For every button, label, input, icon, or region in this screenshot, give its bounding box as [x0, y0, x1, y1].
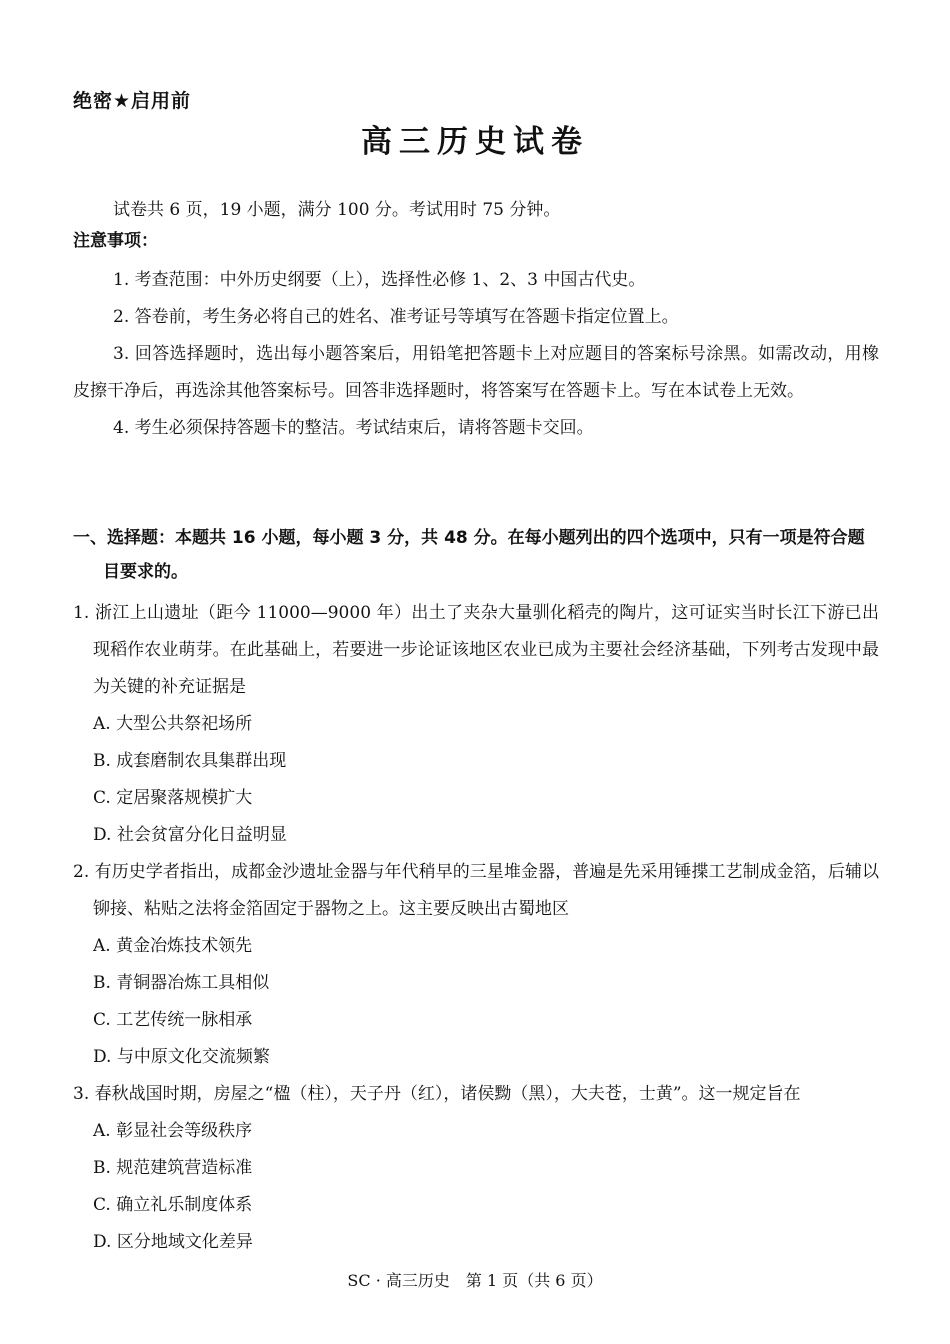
option-a: A. 彰显社会等级秩序: [93, 1121, 253, 1141]
notice-list: [73, 262, 879, 447]
option-b: B. 成套磨制农具集群出现: [93, 751, 287, 771]
option-d: D. 社会贫富分化日益明显: [93, 825, 287, 845]
option-c: C. 定居聚落规模扩大: [93, 788, 253, 808]
notice-item: 3. 回答选择题时，选出每小题答案后，用铅笔把答题卡上对应题目的答案标号涂黑。如需改动，用橡皮擦干净后，再选涂其他答案标号。回答非选择题时，将答案写在答题卡上。写在本试卷上无效。: [73, 344, 879, 401]
question-2: [73, 854, 879, 1076]
notice-item: 4. 考生必须保持答题卡的整洁。考试结束后，请将答题卡交回。: [113, 418, 594, 438]
section-heading: 一、选择题：本题共 16 小题，每小题 3 分，共 48 分。在每小题列出的四个选项中，只有一项是符合题目要求的。: [73, 528, 865, 582]
notice-item: 2. 答卷前，考生务必将自己的姓名、准考证号等填写在答题卡指定位置上。: [113, 307, 679, 327]
option-a: A. 大型公共祭祀场所: [93, 714, 253, 734]
question-1: [73, 595, 879, 854]
question-stem: 1. 浙江上山遗址（距今 11000—9000 年）出土了夹杂大量驯化稻壳的陶片，这可证实当时长江下游已出现稻作农业萌芽。在此基础上，若要进一步论证该地区农业已成为主要社会经济基础，下列考古发现中最为关键的补充证据是: [73, 603, 879, 697]
notice-item: 1. 考查范围：中外历史纲要（上），选择性必修 1、2、3 中国古代史。: [113, 270, 646, 290]
option-d: D. 与中原文化交流频繁: [93, 1047, 270, 1067]
option-c: C. 工艺传统一脉相承: [93, 1010, 253, 1030]
question-stem: 2. 有历史学者指出，成都金沙遗址金器与年代稍早的三星堆金器，普遍是先采用锤揲工艺制成金箔，后辅以铆接、粘贴之法将金箔固定于器物之上。这主要反映出古蜀地区: [73, 862, 879, 919]
question-list: [73, 595, 879, 1261]
notice-heading: 注意事项：: [73, 231, 158, 251]
confidential-label: 绝密★启用前: [73, 90, 192, 112]
option-c: C. 确立礼乐制度体系: [93, 1195, 253, 1215]
option-b: B. 青铜器冶炼工具相似: [93, 973, 270, 993]
option-a: A. 黄金冶炼技术领先: [93, 936, 253, 956]
exam-intro: 试卷共 6 页，19 小题，满分 100 分。考试用时 75 分钟。: [113, 200, 561, 220]
question-3: [73, 1076, 879, 1261]
question-stem: 3. 春秋战国时期，房屋之“楹（柱），天子丹（红），诸侯黝（黑），大夫苍，士黄”。这一规定旨在: [73, 1084, 801, 1104]
page-footer: SC · 高三历史 第 1 页（共 6 页）: [347, 1271, 603, 1290]
page-title: 高三历史试卷: [361, 124, 589, 160]
option-d: D. 区分地域文化差异: [93, 1232, 253, 1252]
option-b: B. 规范建筑营造标准: [93, 1158, 253, 1178]
